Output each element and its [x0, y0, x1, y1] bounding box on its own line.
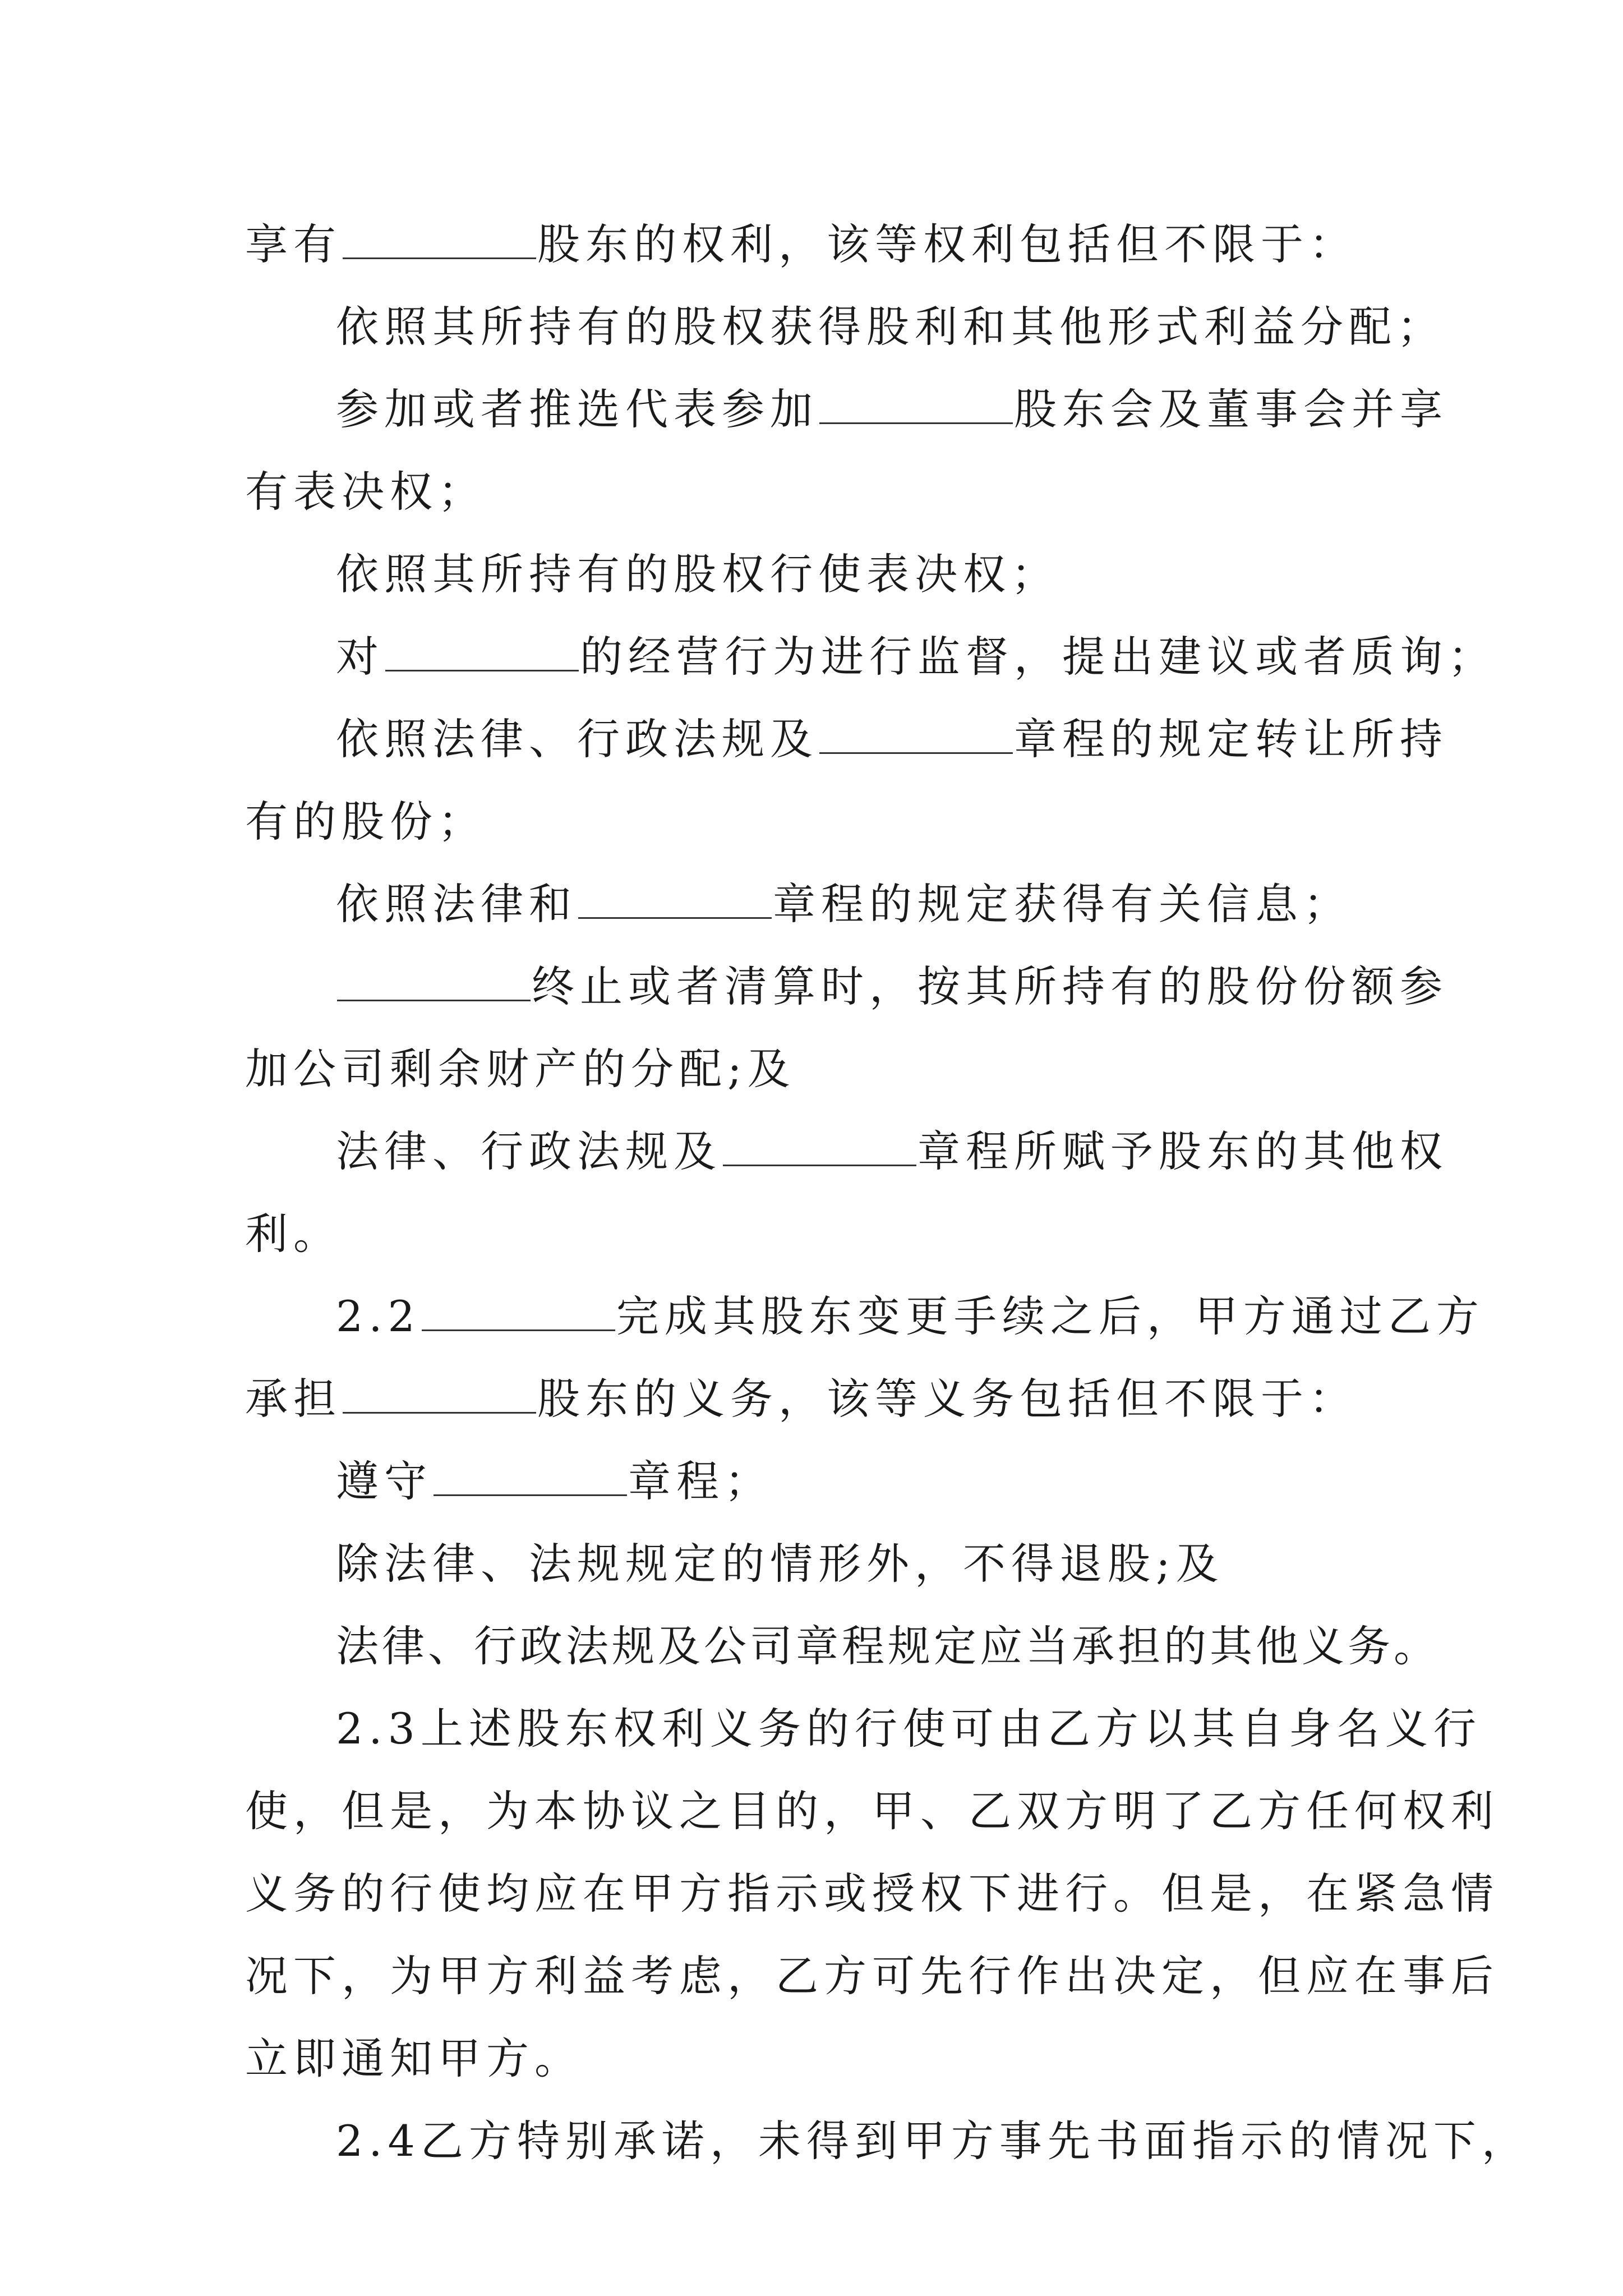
text-segment: 依照法律和 — [336, 879, 577, 929]
fill-in-blank — [819, 717, 1013, 754]
text-line: 2.4乙方特别承诺，未得到甲方事先书面指示的情况下， — [336, 2116, 1530, 2166]
text-segment: 依照法律、行政法规及 — [336, 714, 818, 764]
text-segment: 股东的权利，该等权利包括但不限于： — [537, 219, 1357, 269]
text-segment: 的经营行为进行监督，提出建议或者质询； — [580, 632, 1496, 682]
fill-in-blank — [578, 882, 772, 919]
text-line: 利。 — [245, 1209, 342, 1259]
fill-in-blank — [343, 223, 536, 259]
text-line: 使，但是，为本协议之目的，甲、乙双方明了乙方任何权利 — [245, 1786, 1499, 1836]
fill-in-blank — [723, 1130, 916, 1166]
fill-in-blank — [819, 388, 1013, 424]
text-segment: 章程的规定获得有关信息； — [773, 879, 1352, 929]
text-segment: 参加或者推选代表参加 — [336, 384, 818, 434]
text-line — [245, 1281, 1484, 1351]
text-line: 加公司剩余财产的分配;及 — [245, 1044, 796, 1094]
text-segment: 股东会及董事会并享 — [1014, 384, 1448, 434]
fill-in-blank — [422, 1295, 615, 1331]
text-line: 立即通知甲方。 — [245, 2033, 583, 2083]
text-segment: 终止或者清算时，按其所持有的股份份额参 — [532, 961, 1448, 1011]
text-line: 有的股份； — [245, 797, 486, 846]
text-segment: 完成其股东变更手续之后，甲方通过乙方 — [616, 1291, 1484, 1341]
text-line: 2.3上述股东权利义务的行使可由乙方以其自身名义行 — [336, 1704, 1482, 1754]
text-line: 依照其所持有的股权行使表决权； — [336, 549, 1059, 599]
text-segment: 章程所赋予股东的其他权 — [917, 1126, 1448, 1176]
text-line: 依照其所持有的股权获得股利和其他形式利益分配； — [336, 302, 1445, 352]
text-line — [245, 1116, 1448, 1186]
fill-in-blank — [343, 1377, 536, 1414]
fill-in-blank — [337, 965, 531, 1001]
text-segment: 法律、行政法规及 — [336, 1126, 722, 1176]
text-segment: 章程； — [628, 1456, 773, 1506]
text-line: 义务的行使均应在甲方指示或授权下进行。但是，在紧急情 — [245, 1869, 1499, 1918]
text-line — [245, 209, 1389, 279]
text-line — [245, 869, 1389, 939]
text-line: 法律、行政法规及公司章程规定应当承担的其他义务。 — [336, 1621, 1440, 1671]
text-segment: 享有 — [245, 219, 342, 269]
text-segment: 股东的义务，该等义务包括但不限于： — [537, 1374, 1357, 1424]
text-line — [245, 622, 1496, 692]
text-segment: 章程的规定转让所持 — [1014, 714, 1448, 764]
text-segment: 对 — [336, 632, 384, 682]
text-segment: 遵守 — [336, 1456, 432, 1506]
fill-in-blank — [385, 635, 579, 671]
text-line — [245, 951, 1448, 1022]
text-line — [245, 1446, 1389, 1516]
text-line: 除法律、法规规定的情形外，不得退股;及 — [336, 1539, 1224, 1589]
text-line — [245, 1364, 1389, 1434]
text-segment: 2.2 — [336, 1291, 421, 1341]
text-line: 况下，为甲方利益考虑，乙方可先行作出决定，但应在事后 — [245, 1951, 1499, 2001]
text-segment: 承担 — [245, 1374, 342, 1424]
text-line: 有表决权； — [245, 467, 486, 517]
fill-in-blank — [434, 1460, 627, 1496]
text-line — [245, 374, 1448, 444]
text-line — [245, 704, 1448, 774]
